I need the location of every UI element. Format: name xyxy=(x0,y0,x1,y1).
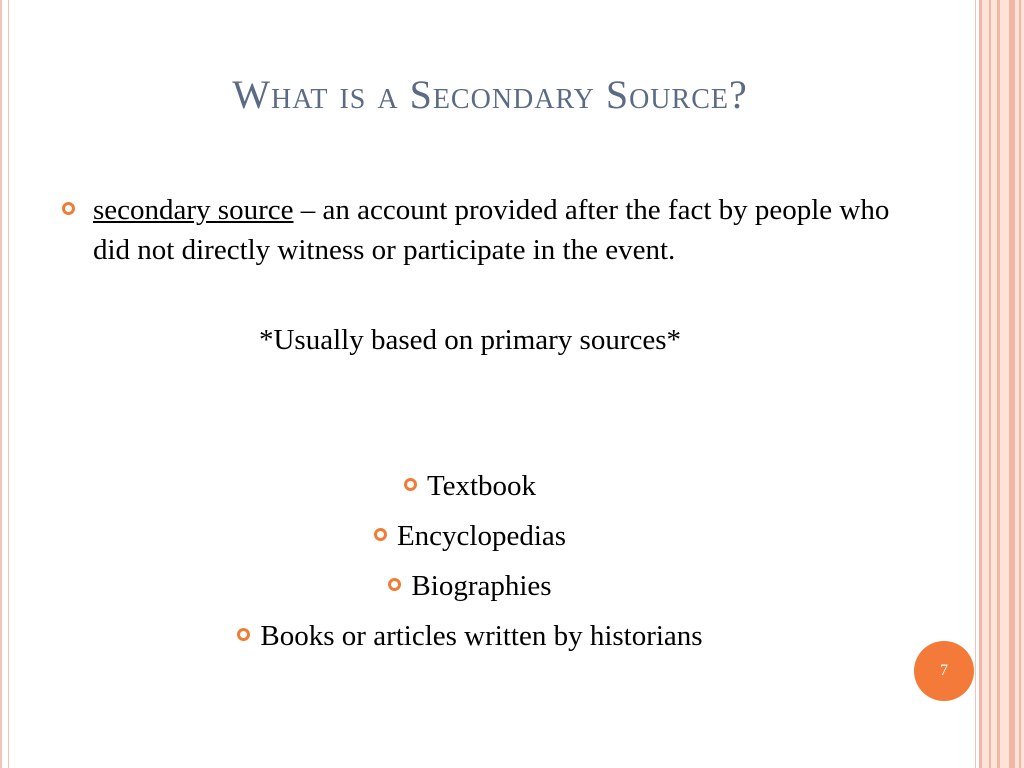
page-number-badge xyxy=(914,641,974,701)
list-item-label: Textbook xyxy=(426,470,537,502)
stripe xyxy=(1009,0,1015,768)
list-item xyxy=(62,616,878,666)
examples-list xyxy=(62,466,878,666)
circle-bullet-icon xyxy=(374,528,387,541)
page-number: 7 xyxy=(940,662,948,679)
definition-body: – an account provided after the fact by people who did not directly witness or participate in the event. xyxy=(93,194,890,266)
definition-bullet xyxy=(62,190,892,270)
list-item-label: Books or articles written by historians xyxy=(260,620,703,652)
stripe xyxy=(1019,0,1021,768)
stripe xyxy=(989,0,991,768)
list-item-label: Biographies xyxy=(411,570,552,602)
list-item xyxy=(62,566,878,616)
circle-bullet-icon xyxy=(404,478,417,491)
list-item xyxy=(62,466,878,516)
definition-text xyxy=(93,190,892,270)
definition-term: secondary source xyxy=(93,194,294,226)
list-item xyxy=(62,516,878,566)
stripe xyxy=(979,0,982,768)
slide-title: What is a Secondary Source? xyxy=(232,72,748,117)
circle-bullet-icon xyxy=(388,578,401,591)
stripe xyxy=(997,0,1000,768)
list-item-label: Encyclopedias xyxy=(396,520,567,552)
note-text: *Usually based on primary sources* xyxy=(258,324,681,356)
circle-bullet-icon xyxy=(62,202,75,215)
circle-bullet-icon xyxy=(237,628,250,641)
decorative-stripes xyxy=(979,0,1024,768)
